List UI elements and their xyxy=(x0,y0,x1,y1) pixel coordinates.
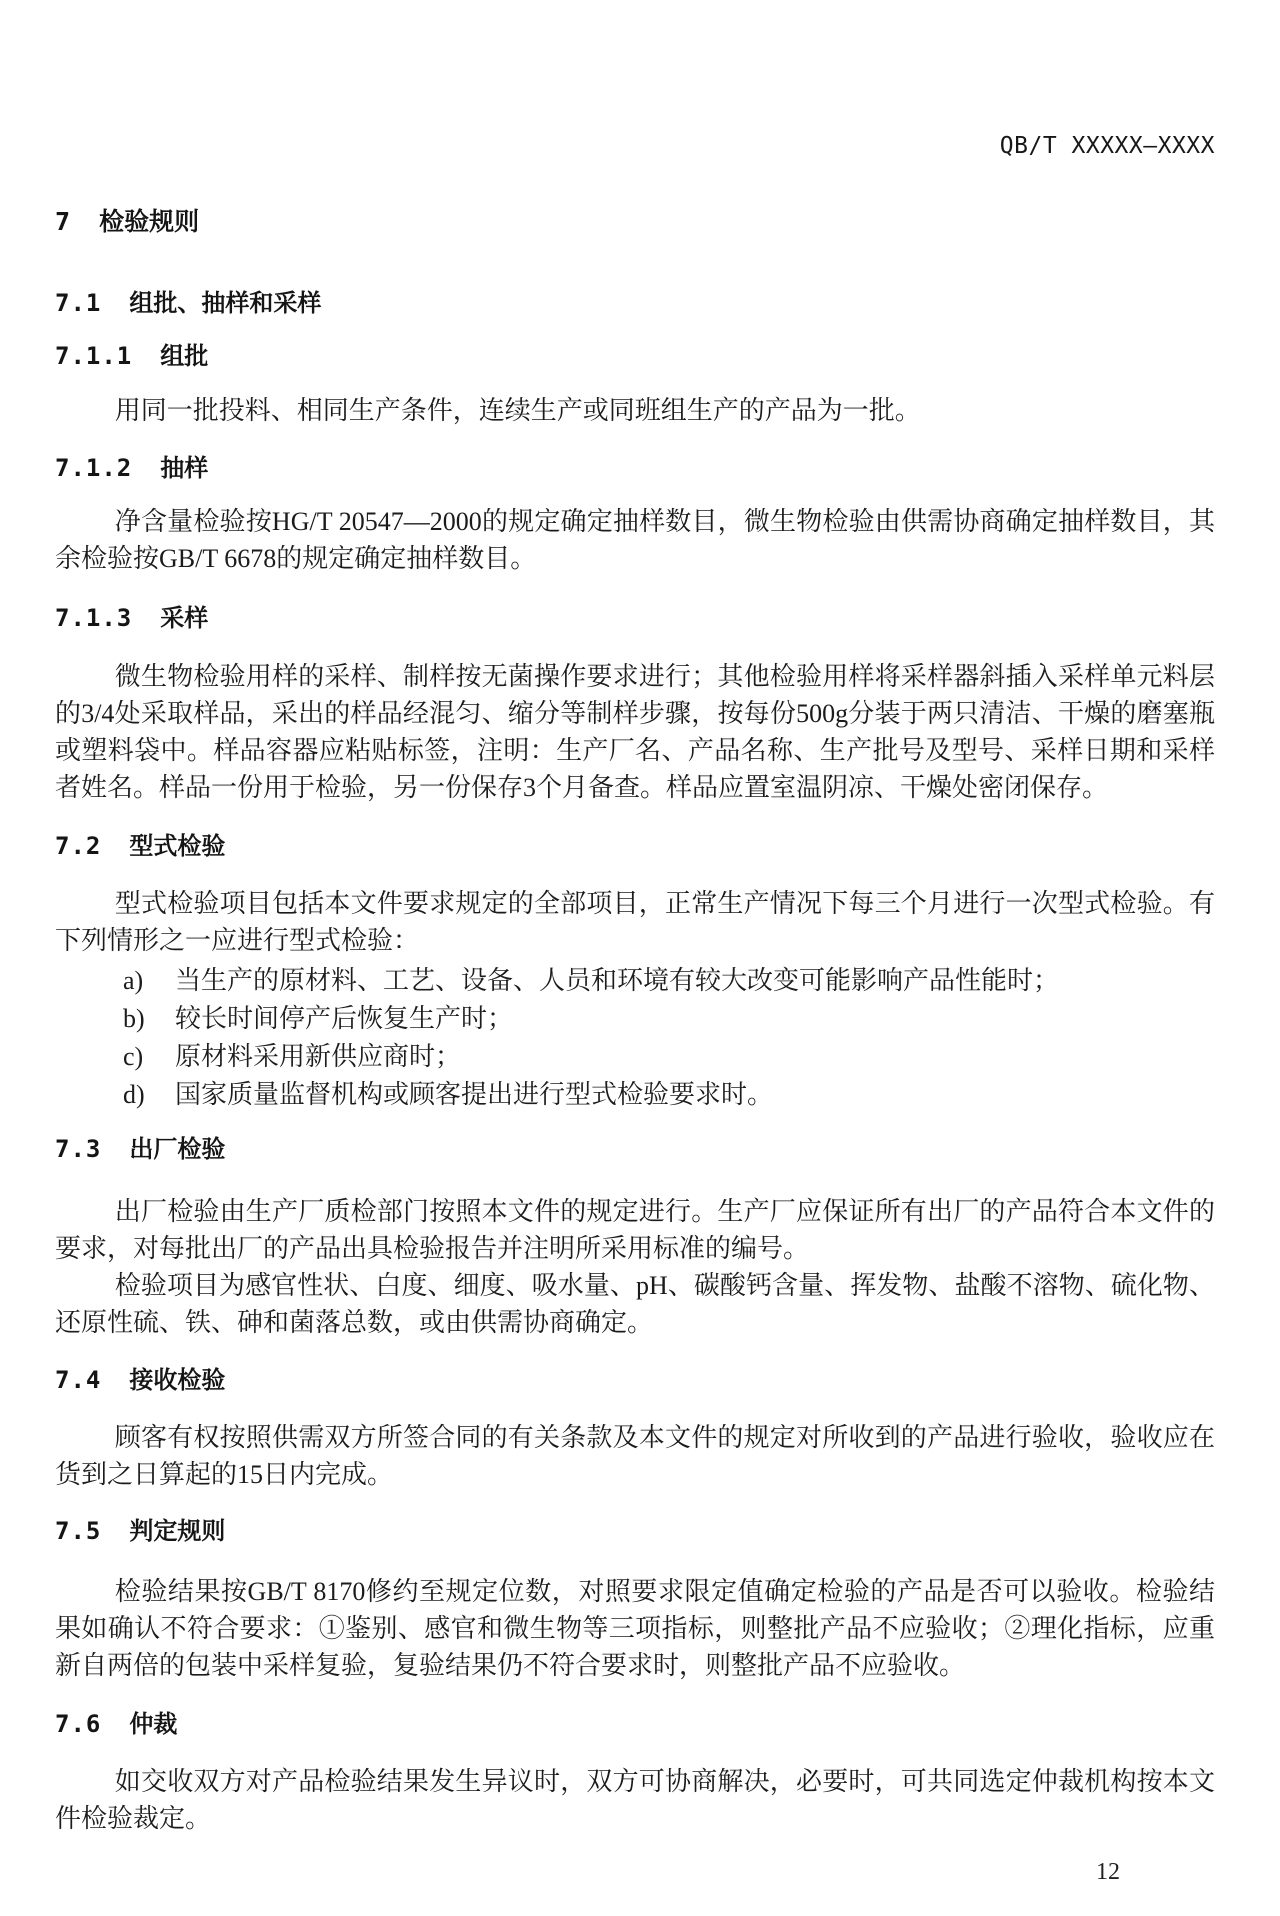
heading-7-1-3 xyxy=(55,602,1215,635)
heading-title: 检验规则 xyxy=(99,208,200,236)
paragraph-7-1-2: 净含量检验按HG/T 20547—2000的规定确定抽样数目，微生物检验由供需协商确定抽样数目，其余检验按GB/T 6678的规定确定抽样数目。 xyxy=(55,507,1215,573)
list-item-text: 国家质量监督机构或顾客提出进行型式检验要求时。 xyxy=(175,1080,774,1109)
heading-title: 型式检验 xyxy=(129,833,226,860)
paragraph-7-1-1: 用同一批投料、相同生产条件，连续生产或同班组生产的产品为一批。 xyxy=(114,396,921,425)
heading-title: 出厂检验 xyxy=(129,1136,226,1163)
paragraph-7-3-a: 出厂检验由生产厂质检部门按照本文件的规定进行。生产厂应保证所有出厂的产品符合本文件的要求，对每批出厂的产品出具检验报告并注明所采用标准的编号。 xyxy=(55,1197,1215,1263)
list-item-d xyxy=(55,1076,1215,1114)
heading-number: 7 xyxy=(55,207,72,236)
paragraph-7-5: 检验结果按GB/T 8170修约至规定位数，对照要求限定值确定检验的产品是否可以验收。检验结果如确认不符合要求：①鉴别、感官和微生物等三项指标，则整批产品不应验收；②理化指标，应重新自两倍的包装中采样复验，复验结果仍不符合要求时，则整批产品不应验收。 xyxy=(55,1577,1215,1680)
heading-title: 判定规则 xyxy=(129,1518,226,1545)
paragraph-7-6: 如交收双方对产品检验结果发生异议时，双方可协商解决，必要时，可共同选定仲裁机构按本文件检验裁定。 xyxy=(55,1767,1215,1833)
heading-number: 7.3 xyxy=(55,1135,102,1163)
heading-title: 仲裁 xyxy=(129,1711,178,1738)
paragraph-7-4: 顾客有权按照供需双方所签合同的有关条款及本文件的规定对所收到的产品进行验收，验收应在货到之日算起的15日内完成。 xyxy=(55,1423,1215,1489)
heading-title: 组批、抽样和采样 xyxy=(129,290,322,317)
heading-7-1-1 xyxy=(55,340,1215,373)
list-marker: c) xyxy=(123,1042,144,1071)
list-item-text: 较长时间停产后恢复生产时； xyxy=(175,1004,514,1033)
list-item-text: 当生产的原材料、工艺、设备、人员和环境有较大改变可能影响产品性能时； xyxy=(175,966,1060,995)
list-item-b xyxy=(55,1000,1215,1038)
heading-number: 7.1 xyxy=(55,289,102,317)
paragraph-7-3-b: 检验项目为感官性状、白度、细度、吸水量、pH、碳酸钙含量、挥发物、盐酸不溶物、硫化物、还原性硫、铁、砷和菌落总数，或由供需协商确定。 xyxy=(55,1271,1215,1337)
heading-number: 7.1.2 xyxy=(55,454,133,482)
heading-7-1-2 xyxy=(55,452,1215,485)
type-inspection-conditions-list xyxy=(55,962,1215,1114)
heading-7-4 xyxy=(55,1364,1215,1397)
list-item-a xyxy=(55,962,1215,1000)
heading-number: 7.1.1 xyxy=(55,342,133,370)
heading-7-3 xyxy=(55,1133,1215,1166)
heading-7-1 xyxy=(55,287,1215,320)
heading-title: 组批 xyxy=(160,343,209,370)
heading-title: 接收检验 xyxy=(129,1367,226,1394)
heading-number: 7.1.3 xyxy=(55,604,133,632)
heading-number: 7.2 xyxy=(55,832,102,860)
heading-7-5 xyxy=(55,1515,1215,1548)
heading-7-2 xyxy=(55,830,1215,863)
heading-number: 7.5 xyxy=(55,1517,102,1545)
heading-7-6 xyxy=(55,1708,1215,1741)
paragraph-7-1-3: 微生物检验用样的采样、制样按无菌操作要求进行；其他检验用样将采样器斜插入采样单元料层的3/4处采取样品，采出的样品经混匀、缩分等制样步骤，按每份500g分装于两只清洁、干燥的磨塞瓶或塑料袋中。样品容器应粘贴标签，注明：生产厂名、产品名称、生产批号及型号、采样日期和采样者姓名。样品一份用于检验，另一份保存3个月备查。样品应置室温阴凉、干燥处密闭保存。 xyxy=(55,662,1215,802)
list-marker: d) xyxy=(123,1080,145,1109)
list-item-c xyxy=(55,1038,1215,1076)
section-7-3-body xyxy=(55,1193,1215,1341)
heading-number: 7.4 xyxy=(55,1366,102,1394)
page-number: 12 xyxy=(1096,1859,1120,1885)
heading-7 xyxy=(55,205,1215,239)
list-marker: a) xyxy=(123,966,144,995)
paragraph-7-2-intro: 型式检验项目包括本文件要求规定的全部项目，正常生产情况下每三个月进行一次型式检验。有下列情形之一应进行型式检验： xyxy=(55,889,1215,955)
doc-header-code: QB/T XXXXX—XXXX xyxy=(999,133,1215,159)
heading-title: 采样 xyxy=(160,605,209,632)
list-marker: b) xyxy=(123,1004,145,1033)
heading-number: 7.6 xyxy=(55,1710,102,1738)
heading-title: 抽样 xyxy=(160,455,209,482)
list-item-text: 原材料采用新供应商时； xyxy=(175,1042,462,1071)
